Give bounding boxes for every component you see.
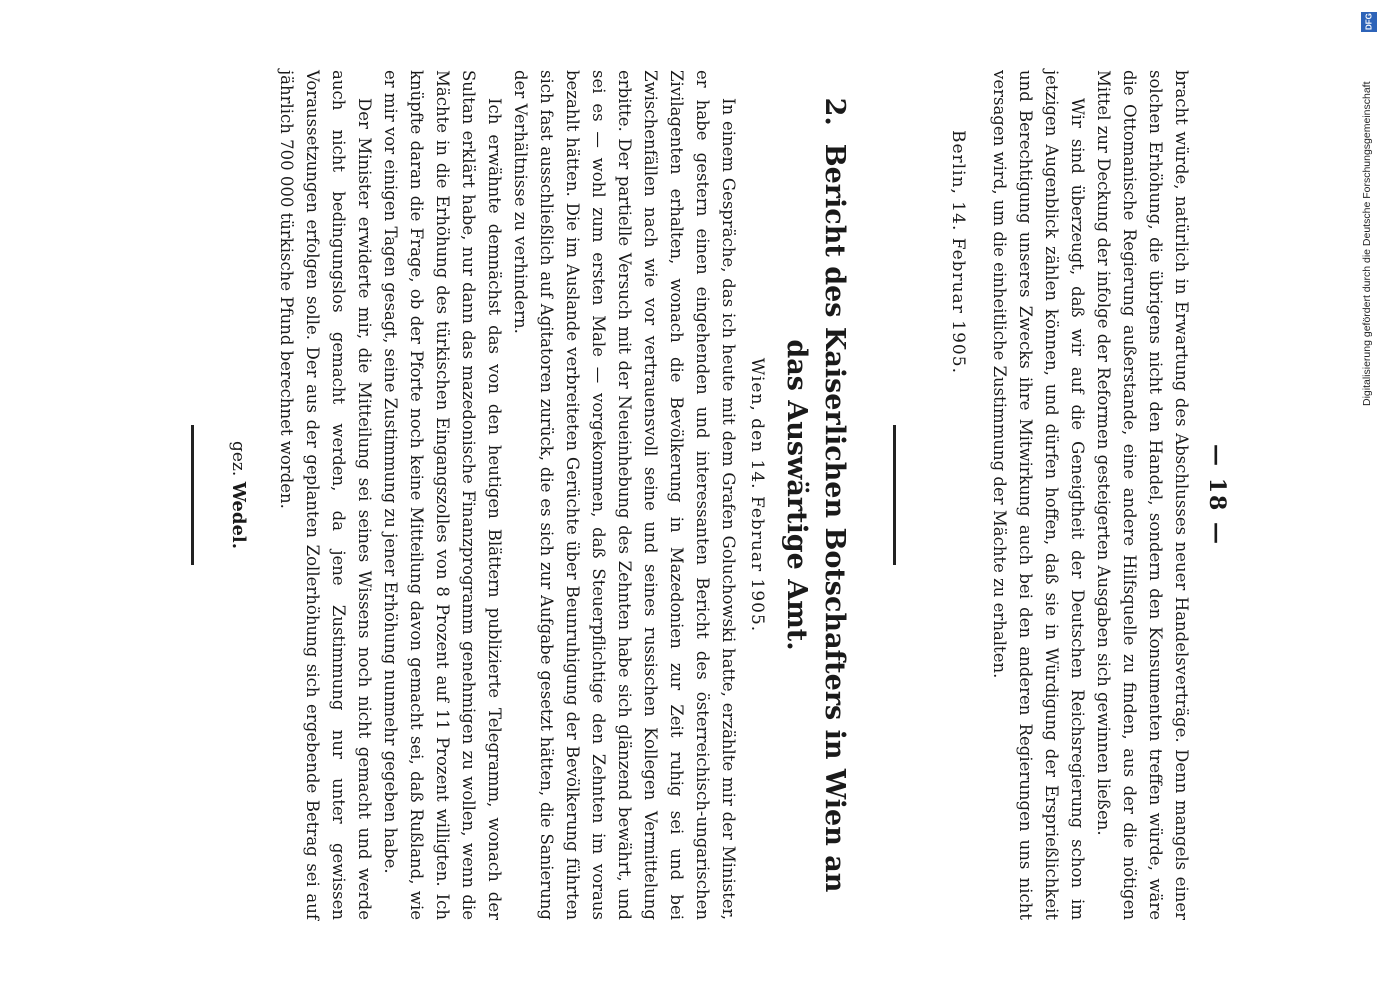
section2-title: Bericht des Kaiserlichen Botschafters in Wien an das Auswärtige Amt. — [781, 143, 850, 893]
section1-dateline: Berlin, 14. Februar 1905. — [948, 130, 968, 374]
scanned-page — [30, 70, 1230, 920]
signature-prefix: gez. — [228, 440, 248, 477]
section1-paragraph-1: bracht würde, natürlich in Erwartung des Abschlusses neuer Handelsverträge. Denn mangels einer solchen Erhöhung, die übrigens nicht den Handel, sondern den Konsumenten treffen würde, wäre die Ottomanische Regierung außerstande, eine andere Hilfsquelle zu finden, aus der die nötigen Mittel zur Deckung der infolge der Reformen gesteigerten Ausgaben sich gewinnen ließen. — [1094, 70, 1191, 920]
end-divider — [191, 425, 194, 565]
section2-number: 2. — [819, 97, 850, 126]
dfg-credit-strip — [1361, 6, 1377, 406]
section1-paragraph-2: Wir sind überzeugt, daß wir auf die Geneigtheit der Deutschen Reichsregierung schon im jetzigen Augenblick zählen können, und dürfen hoffen, daß sie in Würdigung der Ersprießlichkeit und Berechtigung unseres Zwecks ihre Mitwirkung auch bei den anderen Regierungen uns nicht versagen wird, um die einheitliche Zustimmung der Mächte zu erhalten. — [990, 70, 1087, 920]
signature — [228, 70, 249, 920]
section2-paragraph-3: Der Minister erwiderte mir, die Mitteilung sei seines Wissens noch nicht gemacht und werde auch nicht bedingungslos gemacht werden, da jene Zustimmung nur unter gewissen Voraussetzungen erfolgen solle. Der aus der geplanten Zollerhöhung sich ergebende Betrag sei auf jährlich 700 000 türkische Pfund berechnet worden. — [277, 70, 374, 920]
page-content-rotated — [30, 70, 1230, 920]
section2-heading — [777, 70, 853, 920]
section2-paragraph-1: In einem Gespräche, das ich heute mit dem Grafen Goluchowski hatte, erzählte mir der Minister, er habe gestern einen eingehenden und interessanten Bericht des österreichisch-ungarischen Zivilagenten erhalten, wonach die Bevölkerung in Mazedonien zur Zeit ruhig sei und bei Zwischenfällen nach wie vor vertrauensvoll seine und seines russischen Kollegen Vermittelung erbitte. Der partielle Versuch mit der Neueinhebung des Zehnten habe sich glänzend bewährt, und sei es — wohl zum ersten Male — vorgekommen, daß Steuerpflichtige den Zehnten im voraus bezahlt hätten. Die im Auslande verbreiteten Gerüchte über Beunruhigung der Bevölkerung führten sich fast ausschließlich auf Agitatoren zurück, die es sich zur Aufgabe gesetzt hätten, die Sanierung der Verhältnisse zu verhindern. — [511, 70, 738, 920]
dfg-logo: DFG — [1361, 12, 1377, 32]
section2-dateline: Wien, den 14. Februar 1905. — [747, 357, 767, 633]
section2-paragraph-2: Ich erwähnte demnächst das von den heutigen Blättern publizierte Telegramm, wonach der Sultan erklärt habe, nur dann das mazedonische Finanzprogramm genehmigen zu wollen, wenn die Mächte in die Erhöhung des türkischen Eingangszolles von 8 Prozent auf 11 Prozent willigten. Ich knüpfte daran die Frage, ob der Pforte noch keine Mitteilung davon gemacht sei, daß Rußland, wie er mir vor einigen Tagen gesagt, seine Zustimmung zu jener Erhöhung nunmehr gegeben habe. — [381, 70, 504, 920]
dfg-credit-text: Digitalisierung gefördert durch die Deutsche Forschungsgemeinschaft — [1361, 81, 1373, 406]
signature-name: Wedel. — [228, 481, 249, 550]
page-number: — 18 — — [1204, 444, 1230, 546]
section-divider — [893, 425, 896, 565]
